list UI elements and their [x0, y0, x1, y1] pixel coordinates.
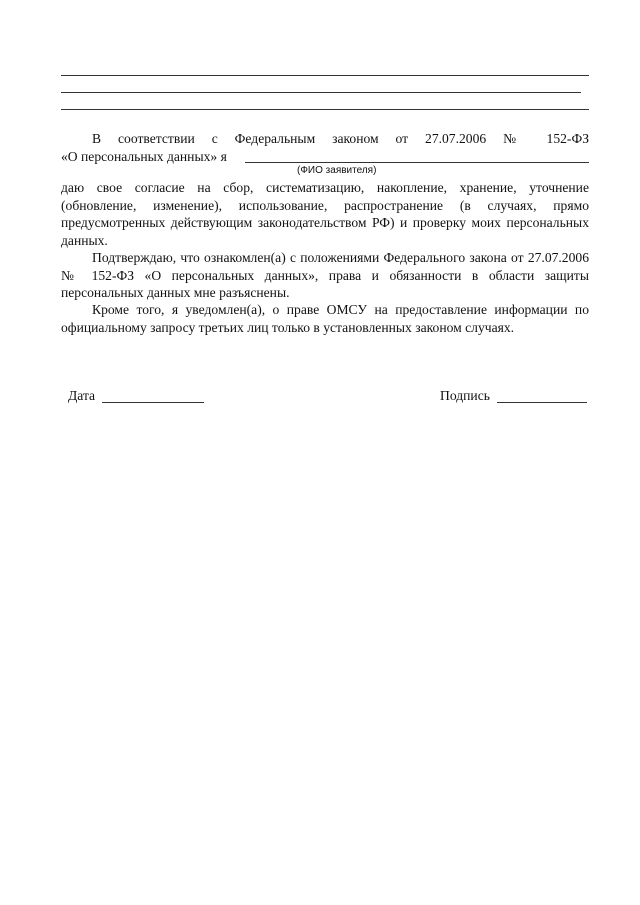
paragraph-2 [61, 249, 589, 302]
signature-label: Подпись [440, 388, 490, 403]
fio-blank-line [245, 162, 589, 163]
paragraph-1-first-line-text: В соответствии с Федеральным законом от 27.07.2006 № 152-ФЗ [92, 131, 589, 146]
paragraph-1-first-line [61, 130, 589, 148]
paragraph-3 [61, 301, 589, 336]
fio-caption: (ФИО заявителя) [297, 165, 377, 176]
paragraph-1-continuation-text: даю свое согласие на сбор, систематизацию, накопление, хранение, уточнение (обновление, изменение), использование, распространение (в случаях, прямо предусмотренных действующим законодательством РФ) и проверку моих персональных данных. [61, 180, 589, 248]
fio-row [61, 148, 589, 166]
paragraph-2-text: Подтверждаю, что ознакомлен(а) с положениями Федерального закона от 27.07.2006 № 152-ФЗ «О персональных данных», права и обязанности в области защиты персональных данных мне разъяснены. [61, 250, 589, 300]
signature-blank-line [497, 402, 587, 403]
blank-line-2 [61, 92, 581, 93]
blank-line-3 [61, 109, 589, 110]
paragraph-3-text: Кроме того, я уведомлен(а), о праве ОМСУ на предоставление информации по официальному запросу третьих лиц только в установленных законом случаях. [61, 302, 589, 335]
paragraph-1-continuation [61, 179, 589, 249]
paragraph-1-prefix: «О персональных данных» я [61, 149, 227, 164]
blank-line-1 [61, 75, 589, 76]
date-blank-line [102, 402, 204, 403]
date-label: Дата [68, 388, 96, 403]
